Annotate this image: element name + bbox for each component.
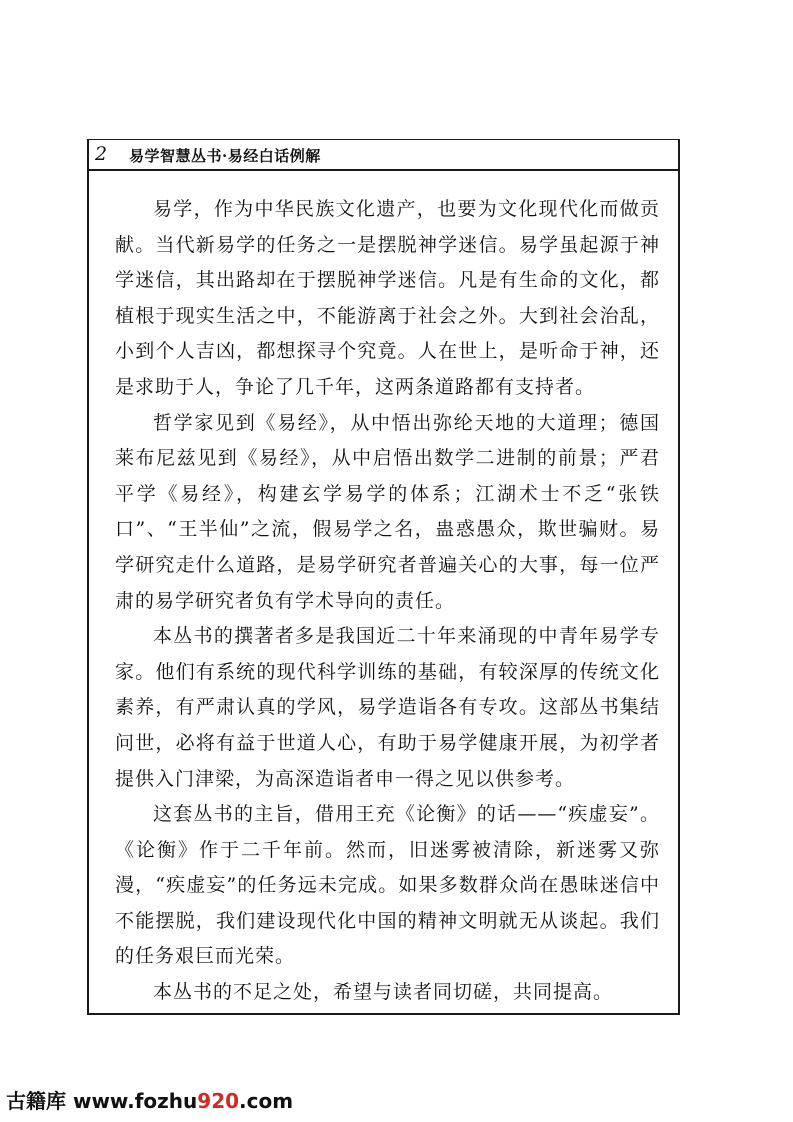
site-watermark [6,1088,293,1114]
paragraph-1: 易学，作为中华民族文化遗产，也要为文化现代化而做贡献。当代新易学的任务之一是摆脱神学迷信。易学虽起源于神学迷信，其出路却在于摆脱神学迷信。凡是有生命的文化，都植根于现实生活之中，不能游离于社会之外。大到社会治乱，小到个人吉凶，都想探寻个究竟。人在世上，是听命于神，还是求助于人，争论了几千年，这两条道路都有支持者。 [115,198,660,398]
running-header [89,140,678,171]
body-text [115,192,660,1011]
watermark-url-prefix: www.fozhu [72,1089,198,1113]
watermark-site-name: 古籍库 [6,1089,66,1113]
page-number: 2 [95,143,108,165]
book-title: 易学智慧丛书·易经白话例解 [129,147,321,165]
paragraph-2: 哲学家见到《易经》，从中悟出弥纶天地的大道理；德国莱布尼兹见到《易经》，从中启悟出数学二进制的前景；严君平学《易经》，构建玄学易学的体系；江湖术士不乏“张铁口”、“王半仙”之流，假易学之名，蛊惑愚众，欺世骗财。易学研究走什么道路，是易学研究者普遍关心的大事，每一位严肃的易学研究者负有学术导向的责任。 [115,411,660,612]
paragraph-3: 本丛书的撰著者多是我国近二十年来涌现的中青年易学专家。他们有系统的现代科学训练的基础，有较深厚的传统文化素养，有严肃认真的学风，易学造诣各有专攻。这部丛书集结问世，必将有益于世道人心，有助于易学健康开展，为初学者提供入门津梁，为高深造诣者申一得之见以供参考。 [115,625,660,790]
paragraph-4: 这套丛书的主旨，借用王充《论衡》的话——“疾虚妄”。《论衡》作于二千年前。然而，旧迷雾被清除，新迷雾又弥漫，“疾虚妄”的任务远未完成。如果多数群众尚在愚昧迷信中不能摆脱，我们建设现代化中国的精神文明就无从谈起。我们的任务艰巨而光荣。 [115,803,660,968]
page-frame [87,139,680,1015]
watermark-url-suffix: .com [239,1089,294,1113]
watermark-url-number: 920 [197,1089,240,1113]
paragraph-5: 本丛书的不足之处，希望与读者同切磋，共同提高。 [153,981,614,1004]
